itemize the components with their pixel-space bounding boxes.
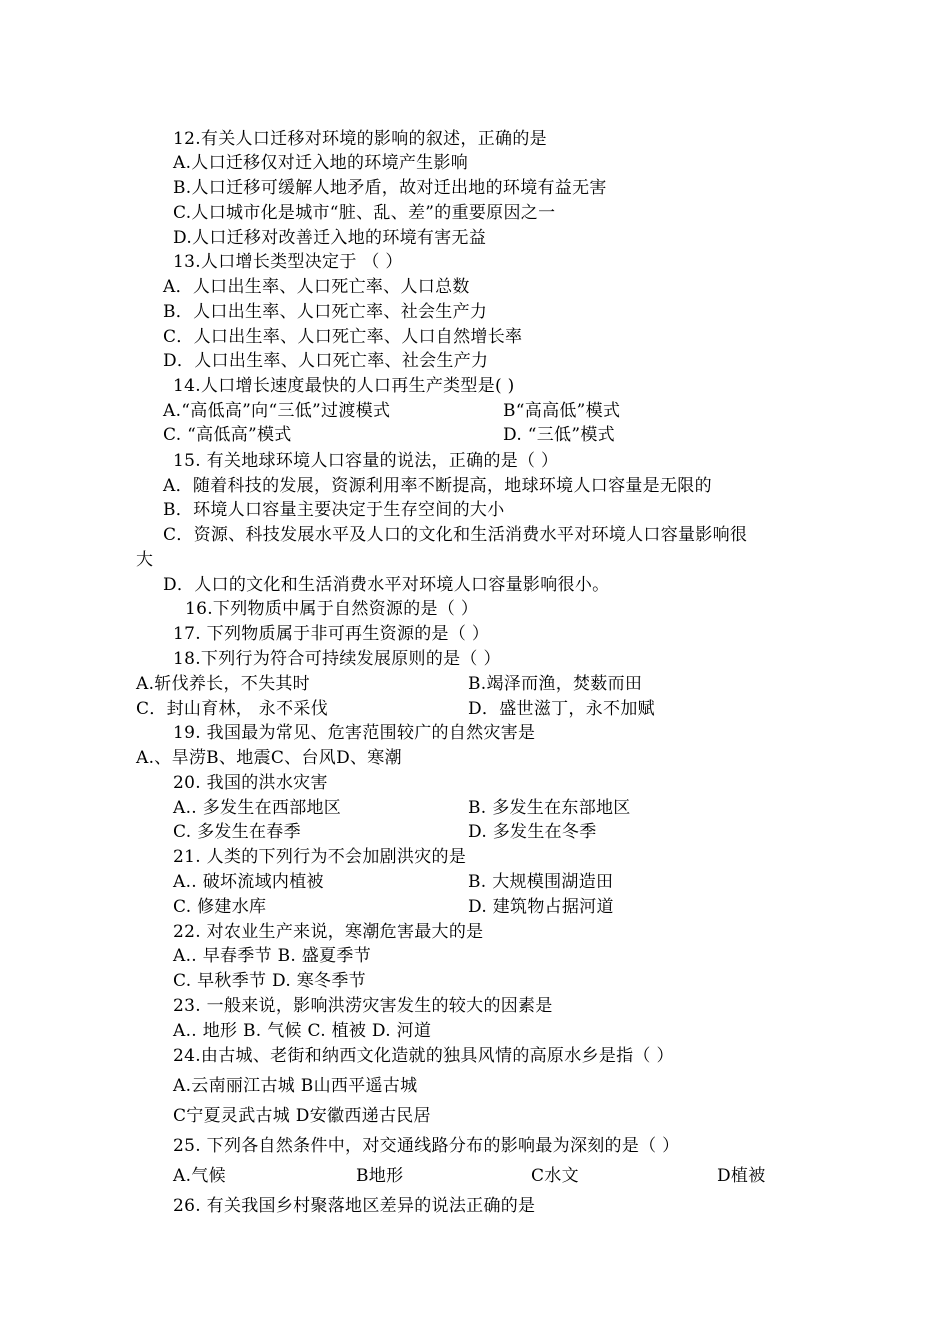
text-line: 23. 一般来说，影响洪涝灾害发生的较大的因素是 — [173, 996, 553, 1016]
text-line: A．人口出生率、人口死亡率、人口总数 — [163, 277, 470, 297]
text-line: A.. 地形 B. 气候 C. 植被 D. 河道 — [173, 1021, 432, 1041]
text-line: A.. 早春季节 B. 盛夏季节 — [173, 946, 371, 966]
text-line: C．资源、科技发展水平及人口的文化和生活消费水平对环境人口容量影响很 — [163, 525, 748, 545]
text-line: C.人口城市化是城市“脏、乱、差”的重要原因之一 — [173, 203, 556, 223]
text-line: 大 — [136, 550, 154, 570]
text-line: 18.下列行为符合可持续发展原则的是（ ） — [173, 649, 501, 669]
text-line: D.人口迁移对改善迁入地的环境有害无益 — [173, 228, 487, 248]
text-line: D．人口的文化和生活消费水平对环境人口容量影响很小。 — [163, 575, 610, 595]
text-line: C水文 — [531, 1166, 579, 1186]
text-line: 12.有关人口迁移对环境的影响的叙述，正确的是 — [173, 129, 547, 149]
text-line: C．人口出生率、人口死亡率、人口自然增长率 — [163, 327, 523, 347]
text-line: C. 多发生在春季 — [173, 822, 301, 842]
text-line: D. “三低”模式 — [503, 425, 615, 445]
text-line: B.人口迁移可缓解人地矛盾，故对迁出地的环境有益无害 — [173, 178, 607, 198]
text-line: D．盛世滋丁，永不加赋 — [468, 699, 655, 719]
text-line: A.云南丽江古城 B山西平遥古城 — [173, 1076, 418, 1096]
text-line: C宁夏灵武古城 D安徽西递古民居 — [173, 1106, 431, 1126]
text-line: 13.人口增长类型决定于 （ ） — [173, 252, 403, 272]
text-line: 25. 下列各自然条件中，对交通线路分布的影响最为深刻的是（ ） — [173, 1136, 680, 1156]
text-line: C. 早秋季节 D. 寒冬季节 — [173, 971, 366, 991]
text-line: 19. 我国最为常见、危害范围较广的自然灾害是 — [173, 723, 536, 743]
text-line: B．环境人口容量主要决定于生存空间的大小 — [163, 500, 505, 520]
text-line: A.. 破坏流域内植被 — [173, 872, 324, 892]
text-line: A.“高低高”向“三低”过渡模式 — [163, 401, 391, 421]
text-line: A．随着科技的发展，资源利用率不断提高，地球环境人口容量是无限的 — [163, 476, 712, 496]
text-line: B. 大规模围湖造田 — [468, 872, 614, 892]
text-line: D. 建筑物占据河道 — [468, 897, 614, 917]
text-line: C. “高低高”模式 — [163, 425, 292, 445]
text-line: C. 修建水库 — [173, 897, 267, 917]
text-line: C．封山育林， 永不采伐 — [136, 699, 329, 719]
text-line: 22. 对农业生产来说，寒潮危害最大的是 — [173, 922, 484, 942]
text-line: B“高高低”模式 — [503, 401, 621, 421]
text-line: D. 多发生在冬季 — [468, 822, 597, 842]
text-line: 24.由古城、老街和纳西文化造就的独具风情的高原水乡是指（ ） — [173, 1046, 674, 1066]
text-line: B.竭泽而渔，焚薮而田 — [468, 674, 643, 694]
text-line: 16.下列物质中属于自然资源的是（ ） — [185, 599, 479, 619]
text-line: 15. 有关地球环境人口容量的说法，正确的是（ ） — [173, 451, 559, 471]
text-line: 20. 我国的洪水灾害 — [173, 773, 328, 793]
text-line: D．人口出生率、人口死亡率、社会生产力 — [163, 351, 489, 371]
text-line: B. 多发生在东部地区 — [468, 798, 631, 818]
text-line: A.斩伐养长，不失其时 — [136, 674, 310, 694]
text-line: A.气候 — [173, 1166, 226, 1186]
text-line: D植被 — [717, 1166, 766, 1186]
text-line: A.人口迁移仅对迁入地的环境产生影响 — [173, 153, 469, 173]
text-line: 14.人口增长速度最快的人口再生产类型是( ) — [173, 376, 515, 396]
text-line: 26. 有关我国乡村聚落地区差异的说法正确的是 — [173, 1196, 536, 1216]
text-line: A.、旱涝B、地震C、台风D、寒潮 — [136, 748, 402, 768]
text-line: 17. 下列物质属于非可再生资源的是（ ） — [173, 624, 490, 644]
text-line: B．人口出生率、人口死亡率、社会生产力 — [163, 302, 488, 322]
text-line: A.. 多发生在西部地区 — [173, 798, 342, 818]
text-line: 21. 人类的下列行为不会加剧洪灾的是 — [173, 847, 467, 867]
text-line: B地形 — [356, 1166, 404, 1186]
